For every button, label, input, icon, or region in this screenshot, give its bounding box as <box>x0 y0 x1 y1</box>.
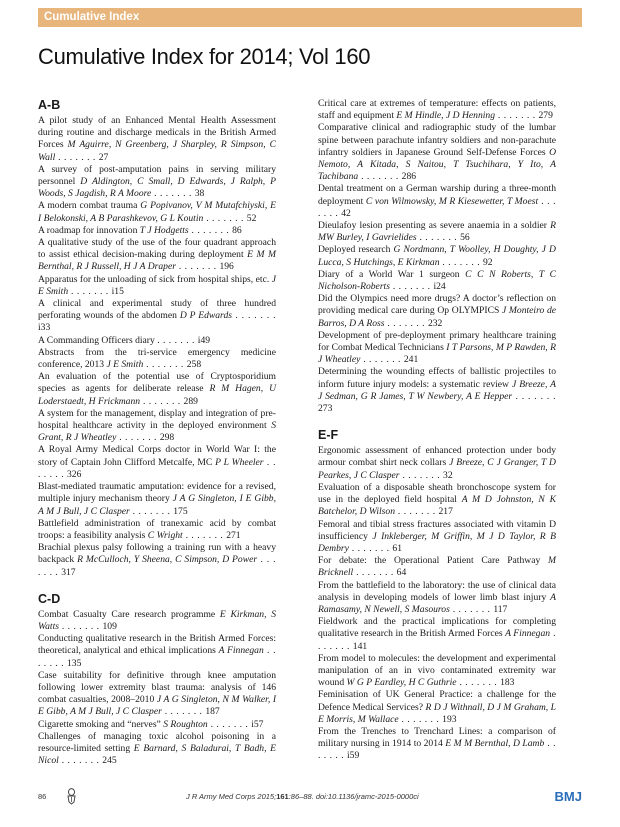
entry-authors: S Grant, R J Wheatley <box>38 420 276 444</box>
entry-authors: M Aguirre, N Greenberg, J Sharpley, R Simpson, C Wall <box>38 139 276 163</box>
dot-leader: . . . . . . . <box>512 390 556 402</box>
index-entry <box>318 183 556 220</box>
entry-title: Fieldwork and the practical implications for completing qualitative research in the British Armed Forces <box>318 616 556 640</box>
entry-authors: J Breeze, C J Granger, T D Pearkes, J C Clasper <box>318 457 556 481</box>
dot-leader: . . . . . . . <box>129 505 174 517</box>
dot-leader: . . . . . . . <box>38 456 276 480</box>
entry-authors: C von Wilmowsky, M R Kiesewetter, T Moest <box>365 195 539 207</box>
index-entry <box>318 555 556 579</box>
entry-page: 245 <box>102 755 117 767</box>
entry-title: From model to molecules: the development and experimental manipulation of an in vivo contaminated extremity war wound <box>318 652 556 689</box>
dot-leader: . . . . . . . <box>495 110 539 122</box>
entry-title: Cigarette smoking and “nerves” <box>38 718 164 730</box>
index-entry <box>318 653 556 690</box>
entry-authors: A Finnegan <box>218 645 264 657</box>
index-entry <box>318 366 556 415</box>
entry-page: i15 <box>111 285 124 297</box>
dot-leader: . . . . . . . <box>358 171 402 183</box>
entry-page: 286 <box>401 171 417 183</box>
index-entry <box>318 269 556 293</box>
section-heading: C-D <box>38 591 61 606</box>
index-entry <box>318 122 556 183</box>
entry-page: 109 <box>102 620 117 632</box>
entry-page: 193 <box>442 713 457 725</box>
page-title: Cumulative Index for 2014; Vol 160 <box>38 44 371 69</box>
entry-page: 27 <box>98 151 109 163</box>
entry-title: A modern combat trauma <box>38 200 141 212</box>
citation-volume: 161 <box>276 792 289 801</box>
dot-leader: . . . . . . . <box>456 677 501 689</box>
entry-authors: E Barnard, S Baladurai, T Badh, E Nicol <box>38 742 276 767</box>
page-footer <box>38 787 582 807</box>
dot-leader: . . . . . . . <box>360 354 404 366</box>
entry-authors: J A G Singleton, N M Walker, I E Gibb, A M J Bull, J C Clasper <box>38 694 277 718</box>
entry-page: 32 <box>443 469 453 481</box>
entry-title: An evaluation of the potential use of Cryptosporidium species as agents for deliberate release <box>38 371 276 395</box>
index-entry <box>318 482 556 519</box>
dot-leader: . . . . . . . <box>398 713 443 725</box>
entry-title: Ergonomic assessment of enhanced protection under body armour combat shirt neck collars <box>318 445 556 469</box>
index-entry <box>318 293 556 330</box>
dot-leader: . . . . . . . <box>151 188 195 200</box>
entry-authors: J A G Singleton, I E Gibb, A M J Bull, J C Clasper <box>38 493 277 517</box>
entry-title: Challenges of managing toxic alcohol poisoning in a resource-limited setting <box>38 730 276 754</box>
entry-page: i49 <box>197 334 211 346</box>
entry-authors: W G P Eardley, H C Guthrie <box>346 677 457 689</box>
bmj-logo: BMJ <box>554 789 582 804</box>
dot-leader: . . . . . . . <box>318 628 556 652</box>
dot-leader: . . . . . . . <box>318 195 557 219</box>
entry-authors: I T Parsons, M P Rawden, R J Wheatley <box>318 342 556 366</box>
entry-page: 117 <box>493 603 508 615</box>
corps-crest-icon <box>66 787 77 805</box>
entry-title: A pilot study of an Enhanced Mental Health Assessment during routine and discharge medicals in the British Armed Forces <box>38 115 276 151</box>
entry-title: A roadmap for innovation <box>38 224 140 236</box>
citation <box>186 792 419 801</box>
index-entry <box>38 408 276 445</box>
entry-authors: J Inkleberger, M Griffin, M J D Taylor, R B Dembry <box>318 530 556 554</box>
index-entry <box>318 580 556 617</box>
entry-page: 42 <box>341 207 351 219</box>
entry-authors: T J Hodgetts <box>139 224 189 236</box>
dot-leader: . . . . . . . <box>143 359 187 371</box>
entry-title: Blast-mediated traumatic amputation: evidence for a revised, multiple injury mechanism theory <box>38 481 276 505</box>
entry-authors: E M M Bernthal, R J Russell, H J A Draper <box>38 249 276 273</box>
index-entry <box>38 371 276 408</box>
index-entry <box>318 616 556 653</box>
entry-page: 326 <box>66 468 82 480</box>
entry-authors: J E Smith <box>38 273 276 297</box>
entry-title: Critical care at extremes of temperature: effects on patients, staff and equipment <box>318 98 556 122</box>
index-entry <box>38 274 276 298</box>
entry-page: 241 <box>403 354 419 366</box>
entry-authors: A Ramasamy, N Newell, S Masouros <box>318 591 556 615</box>
entry-authors: R M Hagen, U Loderstaedt, H Frickmann <box>38 383 276 407</box>
entry-page: 183 <box>500 677 515 689</box>
dot-leader: . . . . . . . <box>140 395 184 407</box>
entry-title: A clinical and experimental study of three hundred perforating wounds of the abdomen <box>38 298 276 322</box>
entry-authors: J Monteiro de Barros, D A Ross <box>318 305 557 329</box>
index-entry <box>318 726 556 763</box>
index-entry <box>318 519 556 556</box>
index-entry <box>38 670 276 719</box>
entry-title: Development of pre-deployment primary healthcare training for Combat Medical Technicians <box>318 329 556 354</box>
entry-authors: D P Edwards <box>179 310 232 322</box>
entry-title: Deployed research <box>318 244 394 256</box>
dot-leader: . . . . . . . <box>439 256 483 268</box>
entry-page: i33 <box>38 322 51 334</box>
dot-leader: . . . . . . . <box>55 151 99 163</box>
entry-title: A Commanding Officers diary <box>38 334 158 346</box>
entry-page: i24 <box>433 281 446 293</box>
entry-title: A Royal Army Medical Corps doctor in World War I: the story of Captain John Clifford Metcalfe, MC <box>38 444 276 468</box>
section-banner: Cumulative Index <box>38 8 582 27</box>
entry-title: Case suitability for definitive through knee amputation following lower extremity blast trauma: analysis of 146 combat casualties, 2008–2010 <box>38 669 276 706</box>
dot-leader: . . . . . . . <box>161 706 206 718</box>
entry-page: 196 <box>219 261 234 273</box>
index-entry <box>318 330 556 367</box>
dot-leader: . . . . . . . <box>384 317 428 329</box>
entry-title: From the Trenches to Trenchard Lines: a comparison of military nursing in 1914 to 2014 <box>318 725 556 750</box>
entry-page: 38 <box>194 188 205 200</box>
dot-leader: . . . . . . . <box>157 334 198 346</box>
entry-authors: R D J Withnall, D J M Graham, L E Morris, M Wallace <box>318 701 556 725</box>
index-entry <box>38 347 276 371</box>
dot-leader: . . . . . . . <box>116 432 160 444</box>
entry-authors: C Wright <box>147 529 183 541</box>
entry-title: Comparative clinical and radiographic study of the lumbar spine between parachute infantry soldiers and non-parachute infantry soldiers in Japanese Ground Self-Defense Forces <box>318 122 556 158</box>
entry-title: Diary of a World War 1 surgeon <box>318 268 466 280</box>
index-entry <box>38 298 276 335</box>
entry-authors: E Kirkman, S Watts <box>38 608 277 632</box>
index-entry <box>38 225 276 237</box>
dot-leader: . . . . . . . <box>399 469 444 481</box>
entry-authors: R McCulloch, Y Sheena, C Simpson, D Power <box>77 554 258 566</box>
dot-leader: . . . . . . . <box>188 224 233 236</box>
index-entry <box>38 542 276 579</box>
entry-title: Feminisation of UK General Practice: a challenge for the Defence Medical Services? <box>318 689 556 713</box>
entry-page: i59 <box>346 750 360 762</box>
entry-page: 317 <box>61 566 76 578</box>
index-entry <box>318 98 556 122</box>
index-entry <box>318 244 556 268</box>
entry-title: Determining the wounding effects of ballistic projectiles to inform future injury models: a systematic review <box>318 366 556 390</box>
dot-leader: . . . . . . . <box>68 285 112 297</box>
entry-title: Evaluation of a disposable sheath bronchoscope system for use in the deployed field hospital <box>318 481 556 506</box>
entry-title: Apparatus for the unloading of sick from hospital ships, etc. <box>38 273 272 285</box>
entry-title: A system for the management, display and integration of pre-hospital healthcare activity in the deployed environment <box>38 407 276 432</box>
entry-authors: C C N Roberts, T C Nicholson-Roberts <box>318 268 556 293</box>
entry-page: i57 <box>251 718 264 730</box>
entry-authors: S Roughton <box>163 718 208 730</box>
entry-title: Battlefield administration of tranexamic acid by combat troops: a feasibility analysis <box>38 517 276 541</box>
citation-year: 2015; <box>257 792 277 801</box>
citation-rest: :86–88. doi:10.1136/jramc-2015-0000ci <box>288 792 419 801</box>
entry-page: 64 <box>396 567 407 579</box>
dot-leader: . . . . . . . <box>416 232 461 244</box>
section-heading: A-B <box>38 98 61 112</box>
entry-title: Dieulafoy lesion presenting as severe anaemia in a soldier <box>318 220 551 232</box>
entry-page: 187 <box>205 706 220 718</box>
index-entry <box>38 237 276 274</box>
entry-page: 141 <box>352 640 368 652</box>
entry-authors: G Popivanov, V M Mutafchiyski, E I Belokonski, A B Parashkevov, G L Koutin <box>38 200 276 224</box>
dot-leader: . . . . . . . <box>38 645 276 669</box>
citation-journal: J R Army Med Corps <box>186 792 256 801</box>
entry-authors: E M M Bernthal, D Lamb <box>445 738 545 750</box>
entry-page: 175 <box>173 505 188 517</box>
entry-authors: A Finnegan <box>505 628 551 640</box>
index-entry <box>38 335 276 347</box>
entry-page: 135 <box>66 657 82 669</box>
index-entry <box>38 164 276 201</box>
index-entry <box>318 689 556 726</box>
entry-title: Conducting qualitative research in the British Armed Forces: theoretical, analytical and ethical implications <box>38 633 276 657</box>
entry-title: From the battlefield to the laboratory: the use of clinical data analysis in developing models of lower limb blast injury <box>318 579 556 603</box>
entry-authors: A M D Johnston, N K Batchelor, D Wilson <box>318 494 557 518</box>
index-entry <box>38 115 276 164</box>
entry-title: Brachial plexus palsy following a training run with a heavy backpack <box>38 542 276 566</box>
entry-title: A qualitative study of the use of the four quadrant approach to assist ethical decision-making during deployment <box>38 237 276 261</box>
entry-title: For debate: the Operational Patient Care Pathway <box>318 555 548 567</box>
dot-leader: . . . . . . . <box>231 310 277 322</box>
index-entry <box>38 609 276 633</box>
entry-authors: O Nemoto, A Kitada, S Naitou, T Tsuchihara, Y Ito, A Tachibana <box>318 146 556 183</box>
index-column-right <box>318 98 556 763</box>
index-entry <box>38 731 276 768</box>
entry-title: Did the Olympics need more drugs? A doctor’s reflection on providing medical care during Op OLYMPICS <box>318 293 556 317</box>
dot-leader: . . . . . . . <box>58 620 103 632</box>
entry-title: Combat Casualty Care research programme <box>38 608 220 620</box>
dot-leader: . . . . . . . <box>175 261 220 273</box>
entry-page: 289 <box>183 395 198 407</box>
entry-authors: M Bricknell <box>318 555 556 579</box>
entry-page: 217 <box>438 506 453 518</box>
entry-title: Femoral and tibial stress fractures associated with vitamin D insufficiency <box>318 518 556 542</box>
entry-authors: G Nordmann, T Woolley, H Doughty, J D Lucca, S Hutchings, E Kirkman <box>318 244 556 268</box>
dot-leader: . . . . . . . <box>182 529 227 541</box>
entry-authors: D Aldington, C Small, D Edwards, J Ralph, P Woods, S Jagdish, R A Moore <box>38 176 276 200</box>
index-entry <box>38 719 276 731</box>
dot-leader: . . . . . . . <box>207 718 252 730</box>
entry-page: 273 <box>318 403 333 415</box>
dot-leader: . . . . . . . <box>38 554 277 578</box>
index-entry <box>38 481 276 518</box>
entry-page: 232 <box>427 317 443 329</box>
dot-leader: . . . . . . . <box>353 567 397 579</box>
entry-page: 56 <box>460 232 470 244</box>
entry-page: 298 <box>159 432 175 444</box>
entry-title: Dental treatment on a German warship during a three-month deployment <box>318 183 556 207</box>
dot-leader: . . . . . . . <box>203 212 247 224</box>
index-entry <box>38 633 276 670</box>
entry-authors: J Breeze, A J Sedman, G R James, T W Newbery, A E Hepper <box>318 378 556 402</box>
section-heading: E-F <box>318 428 339 443</box>
entry-page: 61 <box>392 542 402 554</box>
dot-leader: . . . . . . . <box>449 603 494 615</box>
index-entry <box>38 518 276 542</box>
entry-authors: P L Wheeler <box>215 456 264 468</box>
index-entry <box>38 444 276 481</box>
entry-page: 271 <box>226 529 241 541</box>
index-entry <box>318 220 556 244</box>
dot-leader: . . . . . . . <box>395 506 439 518</box>
index-entry <box>38 200 276 224</box>
index-column-left <box>38 98 276 767</box>
entry-title: Abstracts from the tri-service emergency medicine conference, 2013 <box>38 346 276 371</box>
index-entry <box>318 445 556 482</box>
entry-page: 52 <box>246 212 257 224</box>
entry-page: 92 <box>483 256 493 268</box>
dot-leader: . . . . . . . <box>389 281 434 293</box>
entry-page: 258 <box>186 359 202 371</box>
dot-leader: . . . . . . . <box>58 755 103 767</box>
entry-page: 86 <box>232 224 242 236</box>
page-number: 86 <box>38 792 47 801</box>
entry-authors: E M Hindle, J D Henning <box>396 110 496 122</box>
dot-leader: . . . . . . . <box>348 542 393 554</box>
dot-leader: . . . . . . . <box>318 738 557 762</box>
entry-authors: R MW Burley, I Gavrielides <box>318 220 556 244</box>
entry-page: 279 <box>538 110 553 122</box>
entry-authors: J E Smith <box>106 359 144 371</box>
entry-title: A survey of post-amputation pains in serving military personnel <box>38 163 276 188</box>
